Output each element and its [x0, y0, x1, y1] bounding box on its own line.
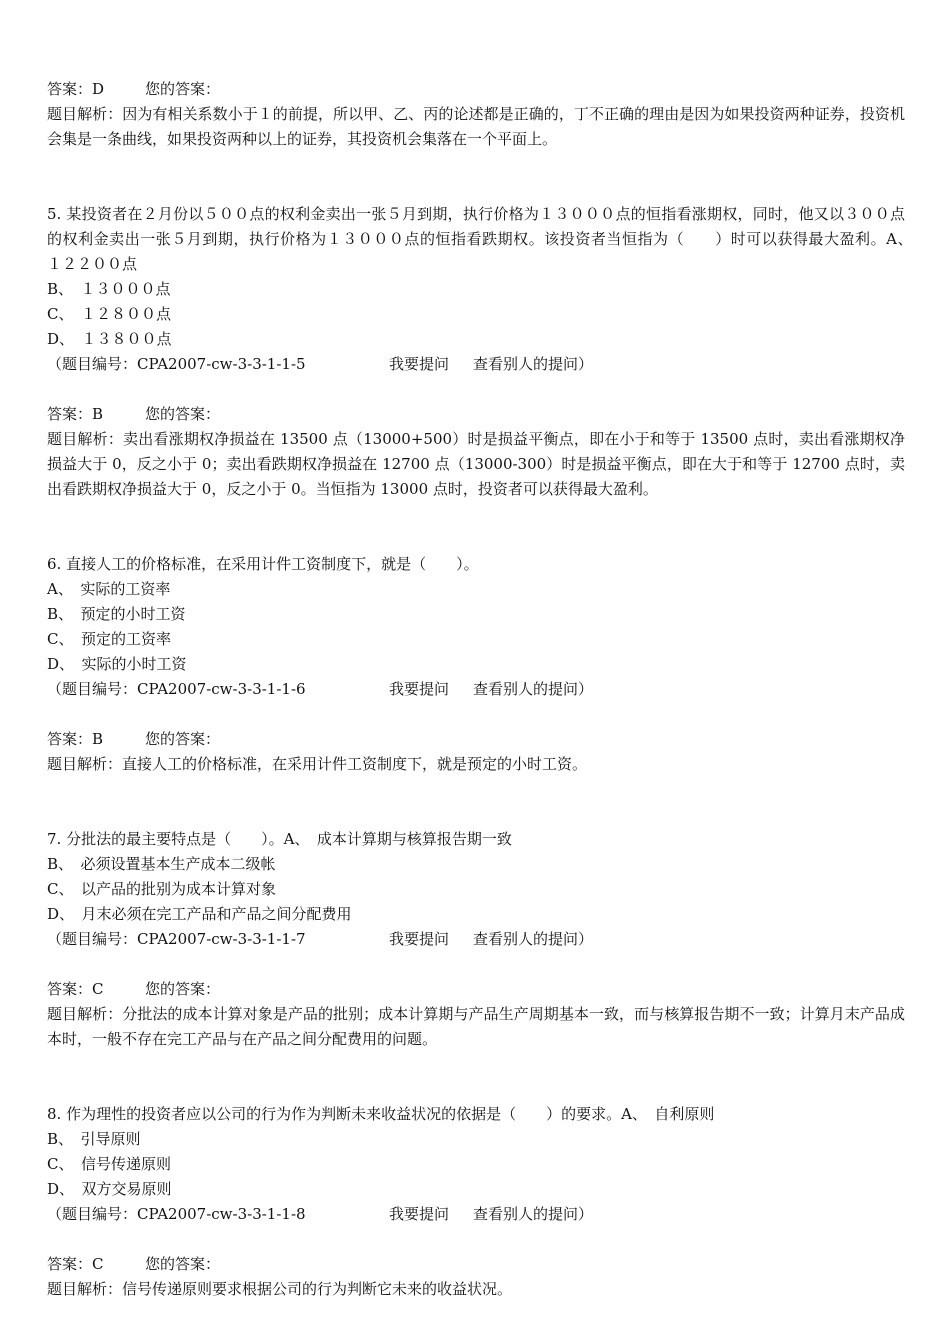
ask-question-link[interactable]: 我要提问 [389, 355, 450, 373]
question-reference-row [47, 677, 905, 702]
option-b: B、 预定的小时工资 [47, 605, 186, 623]
option-a: A、 实际的工资率 [47, 580, 171, 598]
analysis-text: 题目解析：卖出看涨期权净损益在 13500 点（13000+500）时是损益平衡点，即在小于和等于 13500 点时，卖出看涨期权净损益大于 0，反之小于 0；卖出看跌期权净损益在 12700 点（13000-300）时是损益平衡点，即在大于和等于 12700 点时，卖出看跌期权净损益大于 0，反之小于 0。当恒指为 13000 点时，投资者可以获得最大盈利。 [47, 430, 905, 498]
question-block-8 [47, 1102, 905, 1302]
correct-answer: 答案：B [47, 405, 104, 423]
question-reference-row [47, 1202, 905, 1227]
question-block-6 [47, 552, 905, 777]
option-c: C、 信号传递原则 [47, 1155, 171, 1173]
spacer [47, 702, 905, 727]
spacer [47, 152, 905, 202]
option-b: B、 引导原则 [47, 1130, 141, 1148]
correct-answer: 答案：B [47, 730, 104, 748]
answer-row [47, 77, 905, 102]
question-id: （题目编号：CPA2007-cw-3-3-1-1-5 [47, 355, 306, 373]
spacer [47, 1052, 905, 1102]
option-b: B、 必须设置基本生产成本二级帐 [47, 855, 276, 873]
correct-answer: 答案：C [47, 980, 104, 998]
view-questions-link[interactable]: 查看别人的提问） [473, 680, 594, 698]
your-answer-label: 您的答案： [145, 980, 221, 998]
spacer [47, 502, 905, 552]
view-questions-link[interactable]: 查看别人的提问） [473, 355, 594, 373]
analysis-text: 题目解析：直接人工的价格标准，在采用计件工资制度下，就是预定的小时工资。 [47, 755, 588, 773]
your-answer-label: 您的答案： [145, 730, 221, 748]
question-id: （题目编号：CPA2007-cw-3-3-1-1-8 [47, 1205, 306, 1223]
question-block-5 [47, 202, 921, 502]
answer-row [47, 1252, 905, 1277]
option-d: D、 月末必须在完工产品和产品之间分配费用 [47, 905, 352, 923]
option-b: B、 １３０００点 [47, 280, 171, 298]
ask-question-link[interactable]: 我要提问 [389, 680, 450, 698]
question-reference-row [47, 352, 905, 377]
your-answer-label: 您的答案： [145, 1255, 221, 1273]
analysis-text: 题目解析：信号传递原则要求根据公司的行为判断它未来的收益状况。 [47, 1280, 513, 1298]
answer-row [47, 727, 905, 752]
question-reference-row [47, 927, 905, 952]
ask-question-link[interactable]: 我要提问 [389, 930, 450, 948]
question-id: （题目编号：CPA2007-cw-3-3-1-1-6 [47, 680, 306, 698]
your-answer-label: 您的答案： [145, 405, 221, 423]
correct-answer: 答案：D [47, 80, 105, 98]
correct-answer: 答案：C [47, 1255, 104, 1273]
view-questions-link[interactable]: 查看别人的提问） [473, 1205, 594, 1223]
question-stem: 8. 作为理性的投资者应以公司的行为作为判断未来收益状况的依据是（ ）的要求。A、 自利原则 [47, 1105, 715, 1123]
spacer [47, 777, 905, 827]
question-stem: 5. 某投资者在２月份以５００点的权利金卖出一张５月到期，执行价格为１３０００点的恒指看涨期权，同时，他又以３００点的权利金卖出一张５月到期，执行价格为１３０００点的恒指看跌期权。该投资者当恒指为（ ）时可以获得最大盈利。A、 １２２００点 [47, 205, 921, 273]
option-d: D、 １３８００点 [47, 330, 172, 348]
analysis-text: 题目解析：因为有相关系数小于１的前提，所以甲、乙、丙的论述都是正确的，丁不正确的理由是因为如果投资两种证券，投资机会集是一条曲线，如果投资两种以上的证券，其投资机会集落在一个平面上。 [47, 105, 905, 148]
question-stem: 7. 分批法的最主要特点是（ ）。A、 成本计算期与核算报告期一致 [47, 830, 512, 848]
your-answer-label: 您的答案： [145, 80, 221, 98]
question-block-7 [47, 827, 905, 1052]
option-c: C、 １２８００点 [47, 305, 171, 323]
spacer [47, 377, 905, 402]
spacer [47, 1227, 905, 1252]
spacer [47, 952, 905, 977]
ask-question-link[interactable]: 我要提问 [389, 1205, 450, 1223]
answer-row [47, 402, 905, 427]
document-page [47, 77, 921, 1302]
answer-row [47, 977, 905, 1002]
option-d: D、 实际的小时工资 [47, 655, 187, 673]
analysis-text: 题目解析：分批法的成本计算对象是产品的批别；成本计算期与产品生产周期基本一致，而与核算报告期不一致；计算月末产品成本时，一般不存在完工产品与在产品之间分配费用的问题。 [47, 1005, 905, 1048]
question-stem: 6. 直接人工的价格标准，在采用计件工资制度下，就是（ ）。 [47, 555, 479, 573]
option-c: C、 以产品的批别为成本计算对象 [47, 880, 276, 898]
question-id: （题目编号：CPA2007-cw-3-3-1-1-7 [47, 930, 306, 948]
view-questions-link[interactable]: 查看别人的提问） [473, 930, 594, 948]
option-d: D、 双方交易原则 [47, 1180, 172, 1198]
option-c: C、 预定的工资率 [47, 630, 171, 648]
